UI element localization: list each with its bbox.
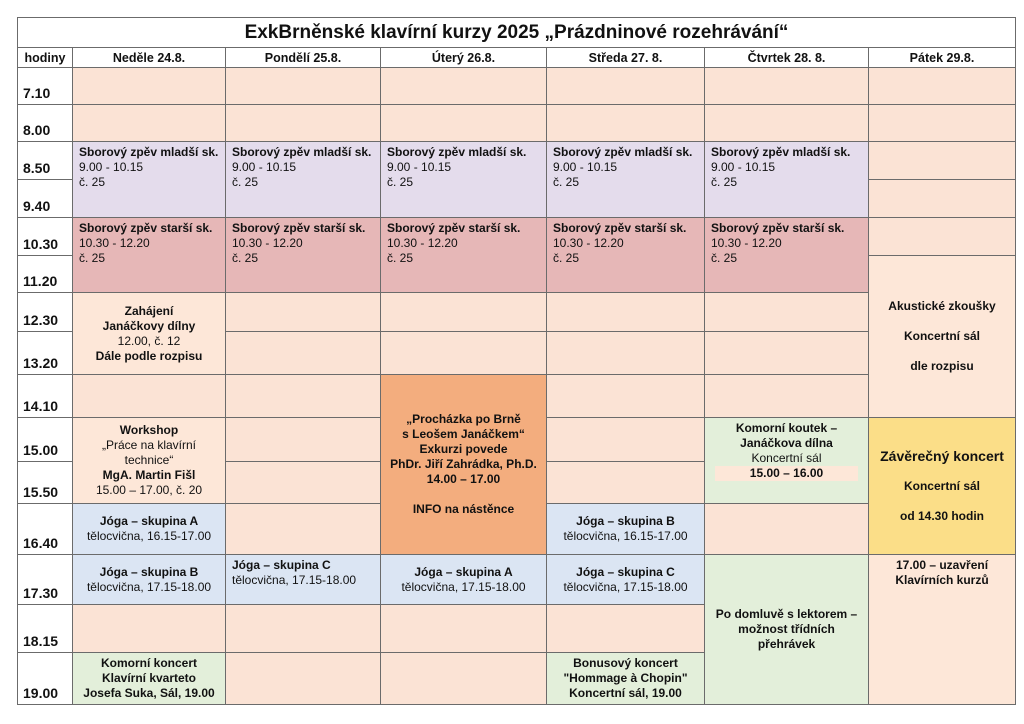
event-block — [380, 374, 547, 555]
empty-slot — [868, 67, 1016, 105]
event-text-line: Sborový zpěv starší sk. — [387, 221, 521, 235]
time-label: 7.10 — [17, 67, 73, 105]
event-text-line: 9.00 - 10.15 — [553, 160, 618, 174]
event-text-line: Koncertní sál — [903, 478, 981, 493]
event-text-line — [940, 464, 943, 479]
event-text-line: Jóga – skupina A — [99, 514, 199, 528]
time-label: 13.20 — [17, 331, 73, 375]
time-label: 17.30 — [17, 554, 73, 605]
event-text-line: 12.00, č. 12 — [117, 333, 181, 348]
time-label: 9.40 — [17, 179, 73, 218]
event-block — [72, 217, 226, 293]
event-text-line: 17.00 – uzavření — [895, 558, 989, 572]
event-text-line: Sborový zpěv mladší sk. — [553, 145, 693, 159]
event-block — [72, 417, 226, 504]
event-text-line: tělocvična, 16.15-17.00 — [86, 529, 212, 543]
event-text-line: Klavírních kurzů — [895, 573, 989, 587]
empty-slot — [546, 331, 705, 375]
empty-slot — [380, 67, 547, 105]
time-label: 10.30 — [17, 217, 73, 256]
event-block — [72, 652, 226, 705]
event-text-line: 14.00 – 17.00 — [426, 472, 501, 486]
empty-slot — [546, 292, 705, 332]
event-text-line: 9.00 - 10.15 — [232, 160, 297, 174]
empty-slot — [380, 292, 547, 332]
event-text-line: Sborový zpěv mladší sk. — [711, 145, 851, 159]
event-text-line: Jóga – skupina B — [99, 564, 199, 579]
event-text-line: 10.30 - 12.20 — [79, 236, 150, 250]
event-text-line: tělocvična, 16.15-17.00 — [563, 529, 688, 543]
empty-slot — [704, 67, 869, 105]
empty-slot — [704, 503, 869, 555]
day-header: Čtvrtek 28. 8. — [704, 47, 869, 68]
event-text-line: Sborový zpěv mladší sk. — [79, 145, 219, 159]
event-text-line: Zahájení — [124, 303, 174, 318]
event-text-line: Komorní koutek – — [735, 421, 838, 435]
event-text-line — [940, 494, 943, 509]
empty-slot — [868, 217, 1016, 256]
event-text-line: č. 25 — [553, 251, 580, 265]
event-block — [225, 554, 381, 605]
event-text-line: PhDr. Jiří Zahrádka, Ph.D. — [390, 457, 537, 471]
event-block — [546, 141, 705, 218]
event-text-line: Koncertní sál, 19.00 — [569, 686, 682, 700]
event-text-line: č. 25 — [79, 175, 106, 189]
event-text-line: č. 25 — [387, 251, 414, 265]
day-header: Neděle 24.8. — [72, 47, 226, 68]
event-text-line: Josefa Suka, Sál, 19.00 — [83, 686, 215, 700]
empty-slot — [225, 417, 381, 462]
event-text-line: Koncertní sál — [751, 451, 822, 465]
empty-slot — [225, 652, 381, 705]
event-text-line: Koncertní sál — [903, 329, 981, 343]
day-header: Úterý 26.8. — [380, 47, 547, 68]
empty-slot — [546, 104, 705, 142]
event-block — [72, 554, 226, 605]
empty-slot — [546, 604, 705, 653]
time-label: 8.00 — [17, 104, 73, 142]
empty-slot — [225, 503, 381, 555]
event-text-line: Sborový zpěv starší sk. — [553, 221, 687, 235]
event-text-line: č. 25 — [711, 251, 738, 265]
event-text-line: 15.00 – 17.00, č. 20 — [95, 483, 203, 497]
hours-column-header: hodiny — [17, 47, 73, 68]
event-text-line — [940, 344, 943, 359]
event-text-line: č. 25 — [79, 251, 106, 265]
empty-slot — [380, 104, 547, 142]
empty-slot — [704, 374, 869, 418]
time-label: 18.15 — [17, 604, 73, 653]
event-block — [546, 652, 705, 705]
event-text-line: „Procházka po Brně — [406, 412, 521, 426]
empty-slot — [380, 604, 547, 653]
empty-slot — [225, 104, 381, 142]
empty-slot — [704, 292, 869, 332]
event-text-line: s Leošem Janáčkem“ — [402, 427, 525, 441]
empty-slot — [225, 461, 381, 504]
event-text-line: 10.30 - 12.20 — [711, 236, 782, 250]
event-block — [704, 554, 869, 705]
time-label: 11.20 — [17, 255, 73, 293]
event-text-line: tělocvična, 17.15-18.00 — [86, 579, 212, 594]
event-text-line: 10.30 - 12.20 — [553, 236, 624, 250]
event-text-line: Sborový zpěv starší sk. — [79, 221, 213, 235]
event-text-line: Závěrečný koncert — [880, 447, 1004, 464]
event-text-line — [940, 314, 943, 329]
event-block — [704, 417, 869, 504]
event-text-line: dle rozpisu — [910, 359, 974, 373]
empty-slot — [72, 374, 226, 418]
event-text-line: Exkurzi povede — [419, 442, 508, 456]
event-text-line: 10.30 - 12.20 — [387, 236, 458, 250]
empty-slot — [868, 141, 1016, 180]
event-text-line: č. 25 — [387, 175, 414, 189]
event-block — [72, 292, 226, 375]
empty-slot — [868, 104, 1016, 142]
event-block — [225, 141, 381, 218]
event-text-line: Klavírní kvarteto — [101, 671, 197, 685]
event-text-line: Akustické zkoušky — [888, 299, 996, 313]
event-text-line: tělocvična, 17.15-18.00 — [563, 579, 688, 594]
empty-slot — [546, 67, 705, 105]
event-text-line: INFO na nástěnce — [412, 502, 515, 516]
empty-slot — [72, 104, 226, 142]
event-text-line: Workshop — [119, 423, 179, 437]
event-text-line: od 14.30 hodin — [899, 508, 984, 523]
time-label: 19.00 — [17, 652, 73, 705]
event-text-line: č. 25 — [711, 175, 738, 189]
event-text-line: přehrávek — [757, 637, 816, 651]
empty-slot — [380, 331, 547, 375]
event-block — [868, 417, 1016, 555]
event-text-line: 9.00 - 10.15 — [711, 160, 776, 174]
event-block — [868, 255, 1016, 418]
event-text-line: č. 25 — [232, 175, 259, 189]
event-text-line: možnost třídních — [738, 622, 835, 636]
event-text-line: 15.00 – 16.00 — [715, 466, 858, 481]
empty-slot — [225, 331, 381, 375]
time-label: 15.00 — [17, 417, 73, 462]
event-block — [704, 217, 869, 293]
event-text-line: tělocvična, 17.15-18.00 — [232, 573, 357, 587]
empty-slot — [72, 67, 226, 105]
time-label: 8.50 — [17, 141, 73, 180]
empty-slot — [704, 104, 869, 142]
event-block — [380, 217, 547, 293]
event-text-line: č. 25 — [553, 175, 580, 189]
empty-slot — [704, 331, 869, 375]
event-text-line: Sborový zpěv starší sk. — [711, 221, 845, 235]
event-text-line: „Práce na klavírní — [101, 438, 197, 452]
time-label: 12.30 — [17, 292, 73, 332]
empty-slot — [225, 604, 381, 653]
event-block — [380, 554, 547, 605]
time-label: 14.10 — [17, 374, 73, 418]
empty-slot — [868, 179, 1016, 218]
event-text-line: Bonusový koncert — [573, 656, 678, 670]
event-text-line: Sborový zpěv starší sk. — [232, 221, 366, 235]
event-text-line: Jóga – skupina C — [576, 564, 675, 579]
page-title: ExkBrněnské klavírní kurzy 2025 „Prázdninové rozehrávání“ — [17, 17, 1016, 48]
event-block — [380, 141, 547, 218]
event-text-line: Sborový zpěv mladší sk. — [387, 145, 527, 159]
empty-slot — [225, 67, 381, 105]
empty-slot — [546, 417, 705, 462]
empty-slot — [546, 461, 705, 504]
event-text-line: MgA. Martin Fišl — [102, 468, 196, 482]
event-text-line: technice“ — [124, 453, 174, 467]
empty-slot — [225, 374, 381, 418]
event-block — [546, 217, 705, 293]
event-text-line: tělocvična, 17.15-18.00 — [401, 579, 526, 594]
event-text-line: Jóga – skupina B — [576, 514, 675, 528]
day-header: Pondělí 25.8. — [225, 47, 381, 68]
time-label: 15.50 — [17, 461, 73, 504]
event-text-line: Po domluvě s lektorem – — [715, 607, 858, 621]
empty-slot — [380, 652, 547, 705]
event-block — [225, 217, 381, 293]
day-header: Středa 27. 8. — [546, 47, 705, 68]
event-text-line: 9.00 - 10.15 — [387, 160, 452, 174]
empty-slot — [72, 604, 226, 653]
event-block — [546, 503, 705, 555]
event-text-line: 10.30 - 12.20 — [232, 236, 303, 250]
day-header: Pátek 29.8. — [868, 47, 1016, 68]
event-text-line: Janáčkovy dílny — [102, 318, 196, 333]
event-text-line: 9.00 - 10.15 — [79, 160, 144, 174]
event-text-line: "Hommage à Chopin" — [563, 671, 688, 685]
empty-slot — [225, 292, 381, 332]
event-text-line: Janáčkova dílna — [740, 436, 833, 450]
event-block — [72, 503, 226, 555]
event-text-line: č. 25 — [232, 251, 259, 265]
event-block — [704, 141, 869, 218]
event-block — [868, 554, 1016, 705]
event-text-line: Komorní koncert — [100, 656, 197, 670]
event-text-line: Sborový zpěv mladší sk. — [232, 145, 372, 159]
event-text-line: Dále podle rozpisu — [95, 348, 203, 363]
event-text-line — [462, 487, 465, 502]
event-block — [72, 141, 226, 218]
event-block — [546, 554, 705, 605]
time-label: 16.40 — [17, 503, 73, 555]
empty-slot — [546, 374, 705, 418]
event-text-line: Jóga – skupina C — [232, 558, 331, 572]
event-text-line: Jóga – skupina A — [414, 564, 513, 579]
